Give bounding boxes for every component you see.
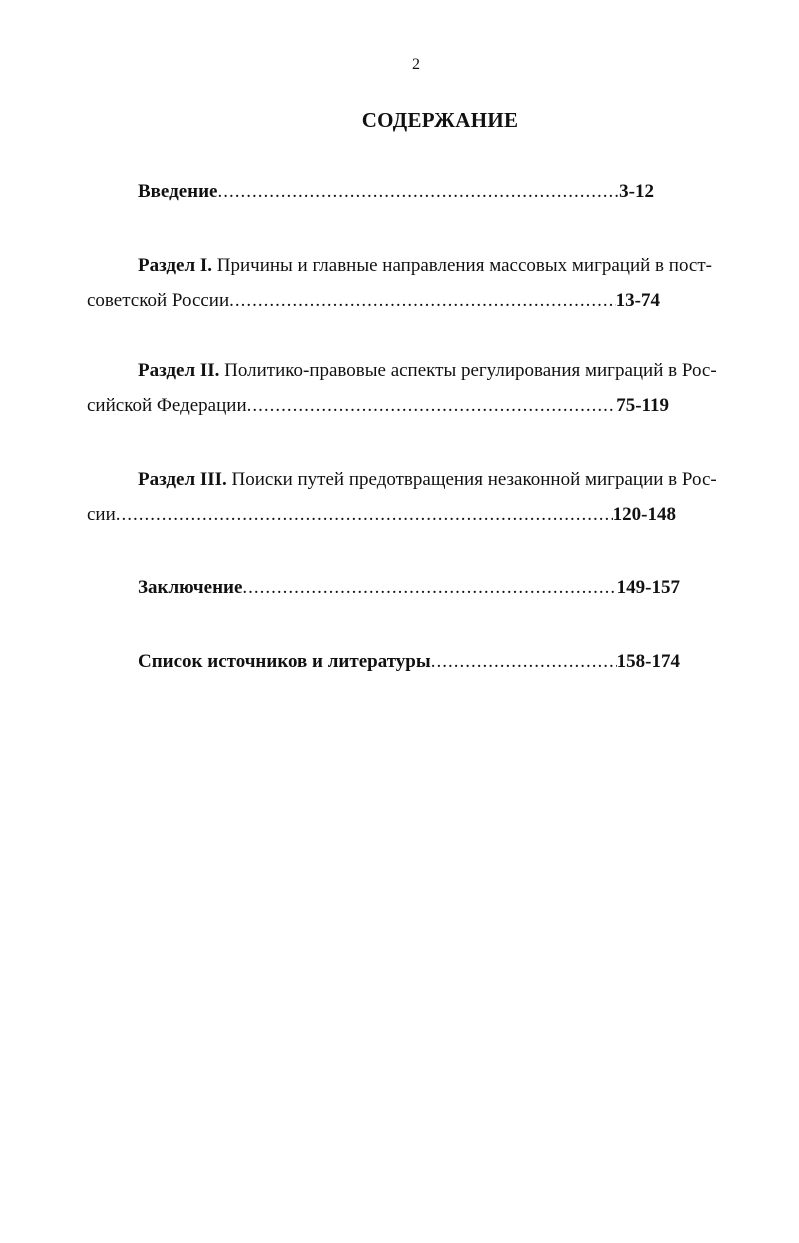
toc-entry-pages: 149-157 bbox=[616, 577, 680, 598]
toc-entry-section-3 bbox=[87, 462, 739, 532]
toc-entry-label: Раздел II. bbox=[138, 360, 220, 381]
toc-entry-introduction bbox=[138, 174, 654, 209]
dot-leader bbox=[247, 388, 617, 423]
toc-entry-text: Причины и главные направления массовых миграций в пост- bbox=[216, 255, 712, 276]
dot-leader bbox=[218, 174, 620, 209]
toc-entry-pages: 158-174 bbox=[616, 651, 680, 672]
toc-entry-text: Поиски путей предотвращения незаконной миграции в Рос- bbox=[231, 469, 717, 490]
dot-leader bbox=[229, 283, 616, 318]
dot-leader bbox=[116, 497, 613, 532]
toc-entry-pages: 3-12 bbox=[619, 181, 654, 202]
page-number: 2 bbox=[412, 56, 420, 73]
toc-entry-label: Список источников и литературы bbox=[138, 651, 431, 672]
toc-entry-text: Политико-правовые аспекты регулирования миграций в Рос- bbox=[224, 360, 717, 381]
toc-entry-label: Заключение bbox=[138, 577, 243, 598]
toc-entry-label: Введение bbox=[138, 181, 218, 202]
dot-leader bbox=[242, 570, 616, 605]
toc-entry-pages: 120-148 bbox=[612, 504, 676, 525]
toc-entry-bibliography bbox=[138, 644, 680, 679]
toc-entry-section-1 bbox=[87, 248, 739, 318]
toc-entry-label: Раздел I. bbox=[138, 255, 212, 276]
toc-entry-pages: 75-119 bbox=[616, 395, 669, 416]
dot-leader bbox=[431, 644, 617, 679]
toc-entry-text-continued: сийской Федерации bbox=[87, 395, 247, 416]
toc-entry-pages: 13-74 bbox=[615, 290, 660, 311]
page-title: СОДЕРЖАНИЕ bbox=[361, 108, 519, 132]
toc-entry-section-2 bbox=[87, 353, 739, 423]
toc-entry-label: Раздел III. bbox=[138, 469, 227, 490]
toc-entry-text-continued: сии bbox=[87, 504, 116, 525]
toc-entry-text-continued: советской России bbox=[87, 290, 230, 311]
toc-entry-conclusion bbox=[138, 570, 680, 605]
